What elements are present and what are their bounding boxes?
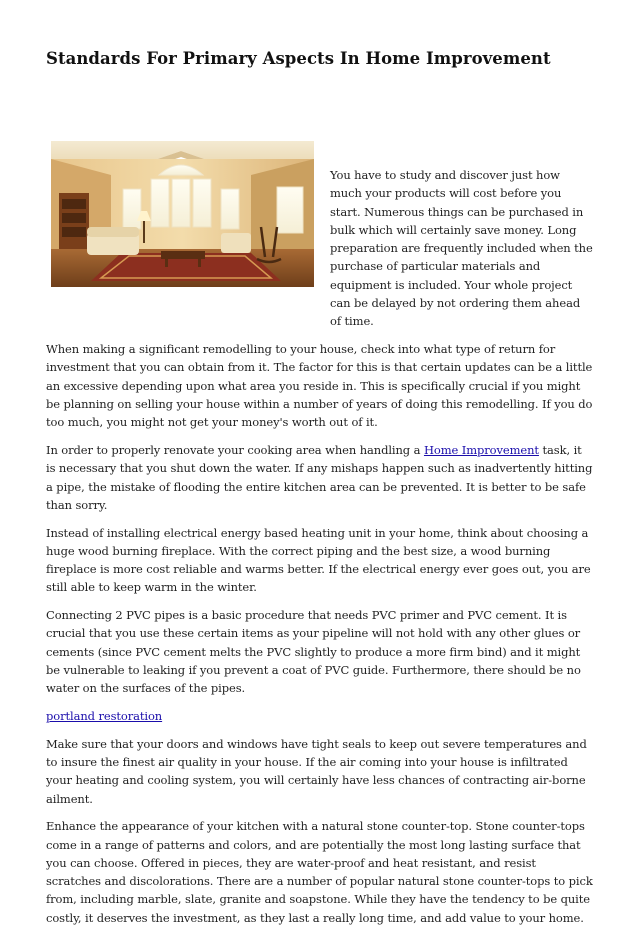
paragraph-3 — [46, 441, 594, 514]
living-room-illustration — [51, 141, 314, 287]
paragraph-5: Connecting 2 PVC pipes is a basic procedure that needs PVC primer and PVC cement. It is crucial that you use these certain items as your pipeline will not hold with any other glues or cements (since PVC cement melts the PVC slightly to produce a more firm bind) and it might be vulnerable to leaking if you prevent a coat of PVC guide. Furthermore, there should be no water on the surfaces of the pipes. — [46, 608, 581, 696]
paragraph-6 — [46, 707, 594, 725]
paragraph-3-text-after: task, it is necessary that you shut down the water. If any mishaps happen such as inadvertently hitting a pipe, the mistake of flooding the entire kitchen area can be prevented. It is better to be safe than sorry. — [46, 442, 593, 512]
living-room-photo — [51, 141, 314, 287]
paragraph-1: You have to study and discover just how much your products will cost before you start. Numerous things can be purchased in bulk which will certainly save money. Long preparation are frequently included when the purchase of particular materials and equipment is included. Your whole project can be delayed by not ordering them ahead of time. — [330, 168, 593, 329]
home-improvement-link[interactable]: Home Improvement — [423, 442, 539, 457]
page-title: Standards For Primary Aspects In Home Improvement — [46, 49, 551, 68]
paragraph-8: Enhance the appearance of your kitchen with a natural stone counter-top. Stone counter-tops come in a range of patterns and colors, and are potentially the most long lasting surface that you can choose. Offered in pieces, they are water-proof and heat resistant, and resist scratches and discolorations. There are a number of popular natural stone counter-tops to pick from, including marble, slate, granite and soapstone. While they have the tendency to be quite costly, it deserves the investment, as they last a really long time, and add value to your home. — [46, 819, 593, 925]
paragraph-4: Instead of installing electrical energy based heating unit in your home, think about choosing a huge wood burning fireplace. With the correct piping and the best size, a wood burning fireplace is more cost reliable and warms better. If the electrical energy ever goes out, you are still able to keep warm in the winter. — [46, 525, 591, 595]
paragraph-7: Make sure that your doors and windows have tight seals to keep out severe temperatures and to insure the finest air quality in your house. If the air coming into your house is infiltrated your heating and cooling system, you will certainly have less chances of contracting air-borne ailment. — [46, 736, 587, 806]
article-body — [46, 141, 594, 936]
paragraph-2: When making a significant remodelling to your house, check into what type of return for investment that you can obtain from it. The factor for this is that certain updates can be a little an excessive depending upon what area you reside in. This is specifically crucial if you might be planning on selling your house within a number of years of doing this remodelling. If you do too much, you might not get your money's worth out of it. — [46, 342, 593, 430]
portland-restoration-link[interactable]: portland restoration — [46, 708, 163, 723]
paragraph-3-text-before: In order to properly renovate your cooking area when handling a — [46, 442, 424, 457]
